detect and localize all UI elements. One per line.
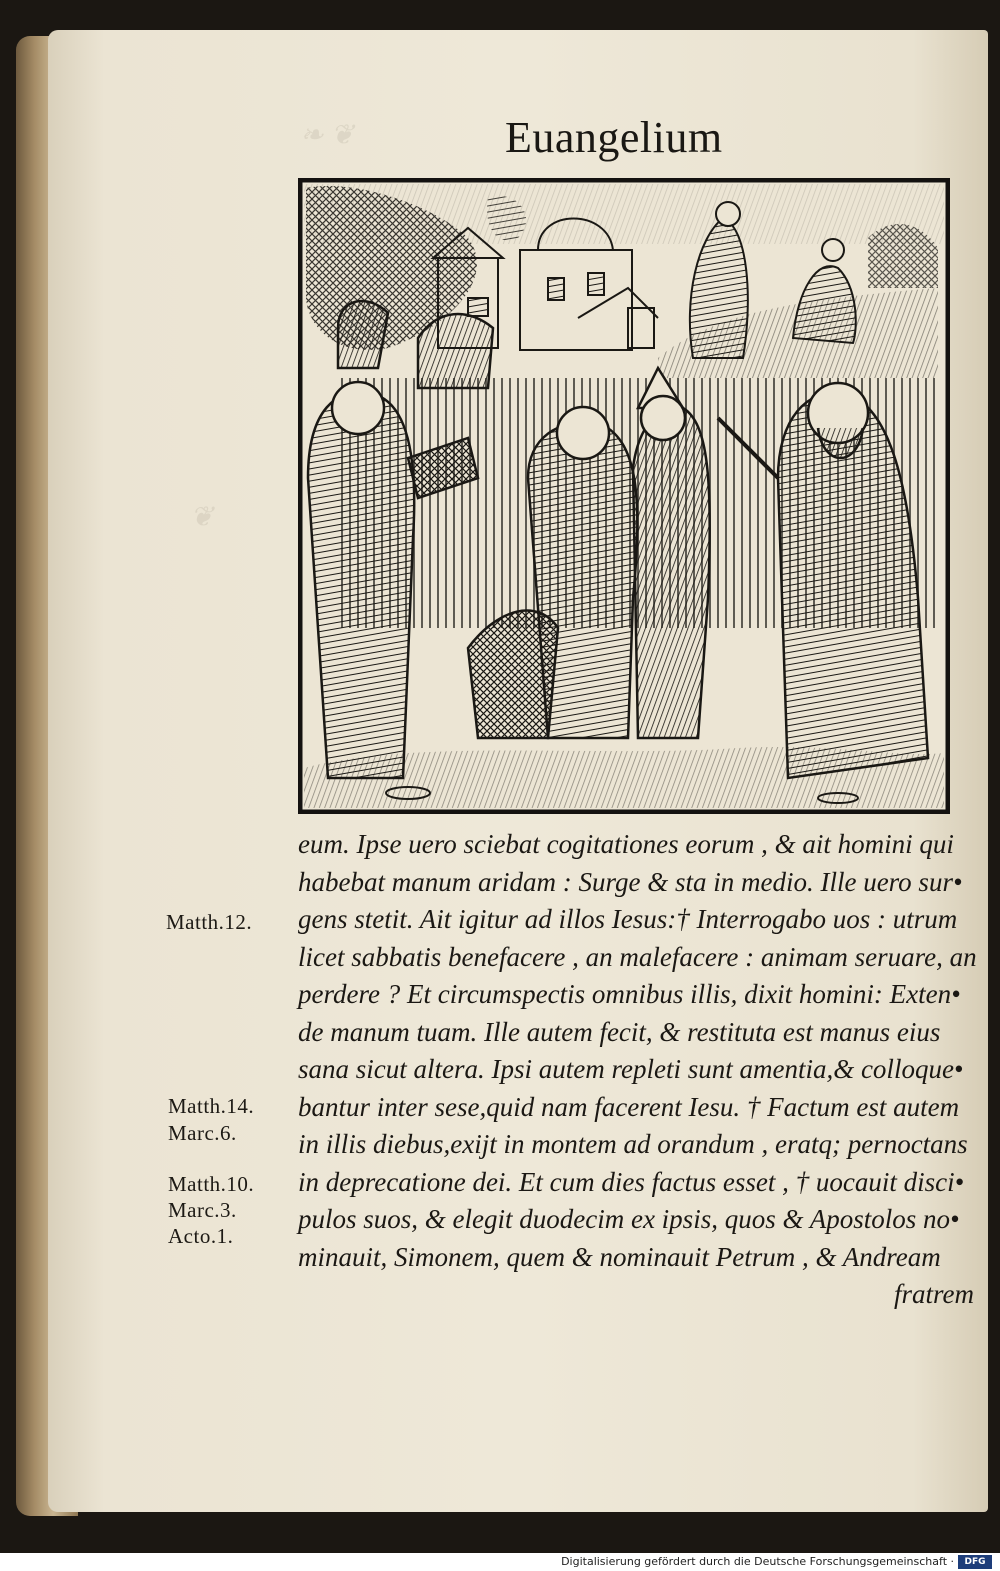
text-line: in illis diebus,exijt in montem ad orandum , eratq; pernoctans	[298, 1129, 968, 1159]
dfg-logo: DFG	[958, 1555, 992, 1569]
margin-note: Matth.10.	[168, 1172, 255, 1196]
text-line: de manum tuam. Ille autem fecit, & restituta est manus eius	[298, 1016, 941, 1047]
text-line: perdere ? Et circumspectis omnibus illis, dixit homini: Exten•	[298, 979, 961, 1009]
text-line: minauit, Simonem, quem & nominauit Petrum , & Andream	[298, 1241, 941, 1272]
running-head: Euangelium	[505, 113, 723, 162]
woodcut-illustration	[298, 178, 950, 814]
text-line: in deprecatione dei. Et cum dies factus esset , † uocauit disci•	[298, 1166, 965, 1197]
show-through: ❧ ❦	[300, 120, 354, 151]
funding-credit: Digitalisierung gefördert durch die Deutsche Forschungsgemeinschaft ·	[561, 1555, 954, 1568]
gospel-text	[298, 826, 977, 1314]
margin-note: Matth.14.	[168, 1094, 255, 1118]
margin-note: Matth.12.	[166, 910, 253, 934]
text-line: sana sicut altera. Ipsi autem repleti sunt amentia,& colloque•	[298, 1054, 964, 1084]
text-line: gens stetit. Ait igitur ad illos Iesus:† Interrogabo uos : utrum	[298, 904, 958, 934]
text-line: bantur inter sese,quid nam facerent Iesu. † Factum est autem	[298, 1091, 960, 1122]
margin-note: Marc.3.	[168, 1198, 237, 1222]
text-line: licet sabbatis benefacere , an malefacere : animam seruare, an	[298, 941, 977, 972]
margin-note: Marc.6.	[168, 1121, 237, 1145]
text-line: eum. Ipse uero sciebat cogitationes eorum , & ait homini qui	[298, 829, 954, 859]
text-line: habebat manum aridam : Surge & sta in medio. Ille uero sur•	[298, 866, 963, 897]
margin-note: Acto.1.	[168, 1224, 234, 1248]
catchword: fratrem	[894, 1279, 974, 1309]
show-through: ❦	[190, 502, 214, 533]
text-line: pulos suos, & elegit duodecim ex ipsis, quos & Apostolos no•	[298, 1204, 960, 1234]
